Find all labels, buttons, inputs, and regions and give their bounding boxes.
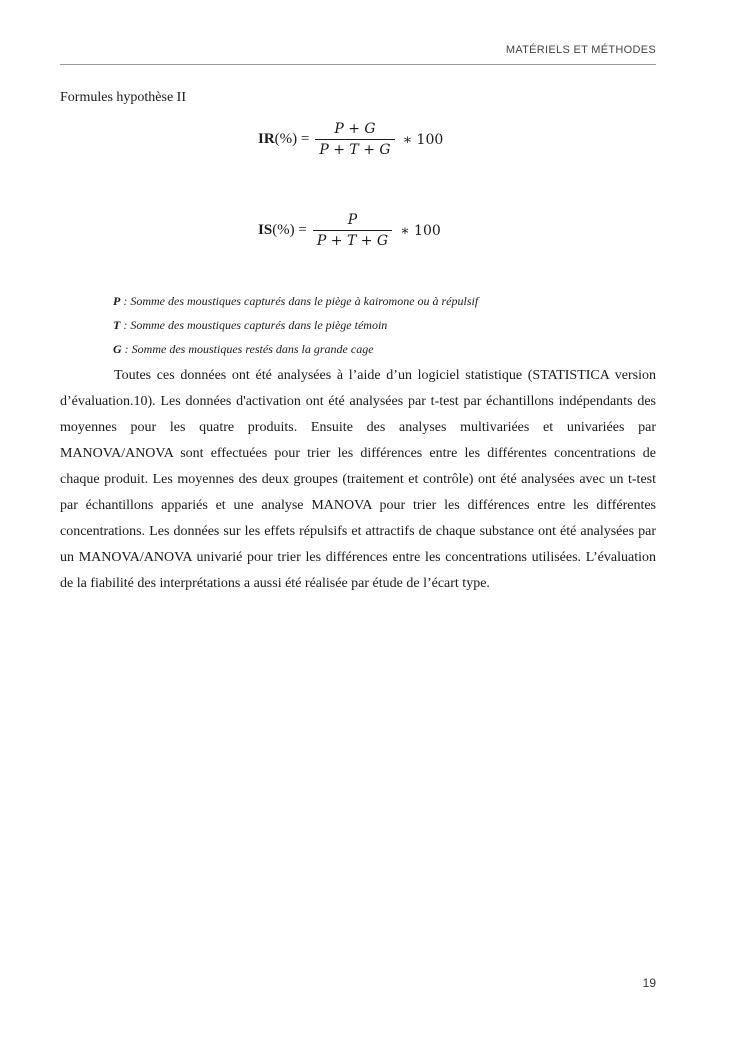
formula-ir-fraction <box>315 121 394 158</box>
formula-is-multiplier: ∗ 100 <box>400 222 441 239</box>
legend-text-g: : Somme des moustiques restés dans la grande cage <box>121 342 374 356</box>
formula-is-lhs <box>258 222 307 239</box>
formula-ir-denominator: P + T + G <box>315 139 394 158</box>
formula-ir-multiplier: ∗ 100 <box>402 131 444 148</box>
legend-text-t: : Somme des moustiques capturés dans le piège témoin <box>120 318 388 332</box>
formula-ir-lhs <box>258 131 309 148</box>
formula-is <box>258 212 441 249</box>
formulas-subtitle: Formules hypothèse II <box>60 90 186 105</box>
legend-item-t <box>113 313 478 337</box>
formula-is-numerator: P <box>347 212 358 228</box>
formula-ir-unit: (%) = <box>274 131 310 147</box>
formula-ir <box>258 121 443 158</box>
legend-symbol-t: T <box>113 318 121 332</box>
page-number: 19 <box>642 976 656 990</box>
legend-text-p: : Somme des moustiques capturés dans le piège à kairomone ou à répulsif <box>120 294 479 308</box>
running-header: MATÉRIELS ET MÉTHODES <box>505 44 656 56</box>
methods-paragraph: Toutes ces données ont été analysées à l’aide d’un logiciel statistique (STATISTICA version d’évaluation.10). Les données d'activation ont été analysées par t-test par échantillons indépendants des moyennes pour les quatre produits. Ensuite des analyses multivariées et univariées par MANOVA/ANOVA sont effectuées pour trier les différences entre les différentes concentrations de chaque produit. Les moyennes des deux groupes (traitement et contrôle) ont été analysées avec un t-test par échantillons appariés et une analyse MANOVA pour trier les différences entre les différentes concentrations. Les données sur les effets répulsifs et attractifs de chaque substance ont été analysées par un MANOVA/ANOVA univarié pour trier les différences entre les concentrations utilisées. L’évaluation de la fiabilité des interprétations a aussi été réalisée par étude de l’écart type. <box>60 368 656 591</box>
variable-legend <box>113 289 478 361</box>
formula-ir-label: IR <box>258 131 275 147</box>
formula-is-unit: (%) = <box>272 222 307 238</box>
formula-is-fraction <box>313 212 392 249</box>
header-divider <box>60 64 656 65</box>
legend-symbol-g: G <box>113 342 122 356</box>
formula-is-denominator: P + T + G <box>313 230 392 249</box>
formula-ir-numerator: P + G <box>334 121 376 137</box>
legend-symbol-p: P <box>113 294 121 308</box>
legend-item-p <box>113 289 478 313</box>
formula-is-label: IS <box>258 222 273 238</box>
legend-item-g <box>113 337 478 361</box>
